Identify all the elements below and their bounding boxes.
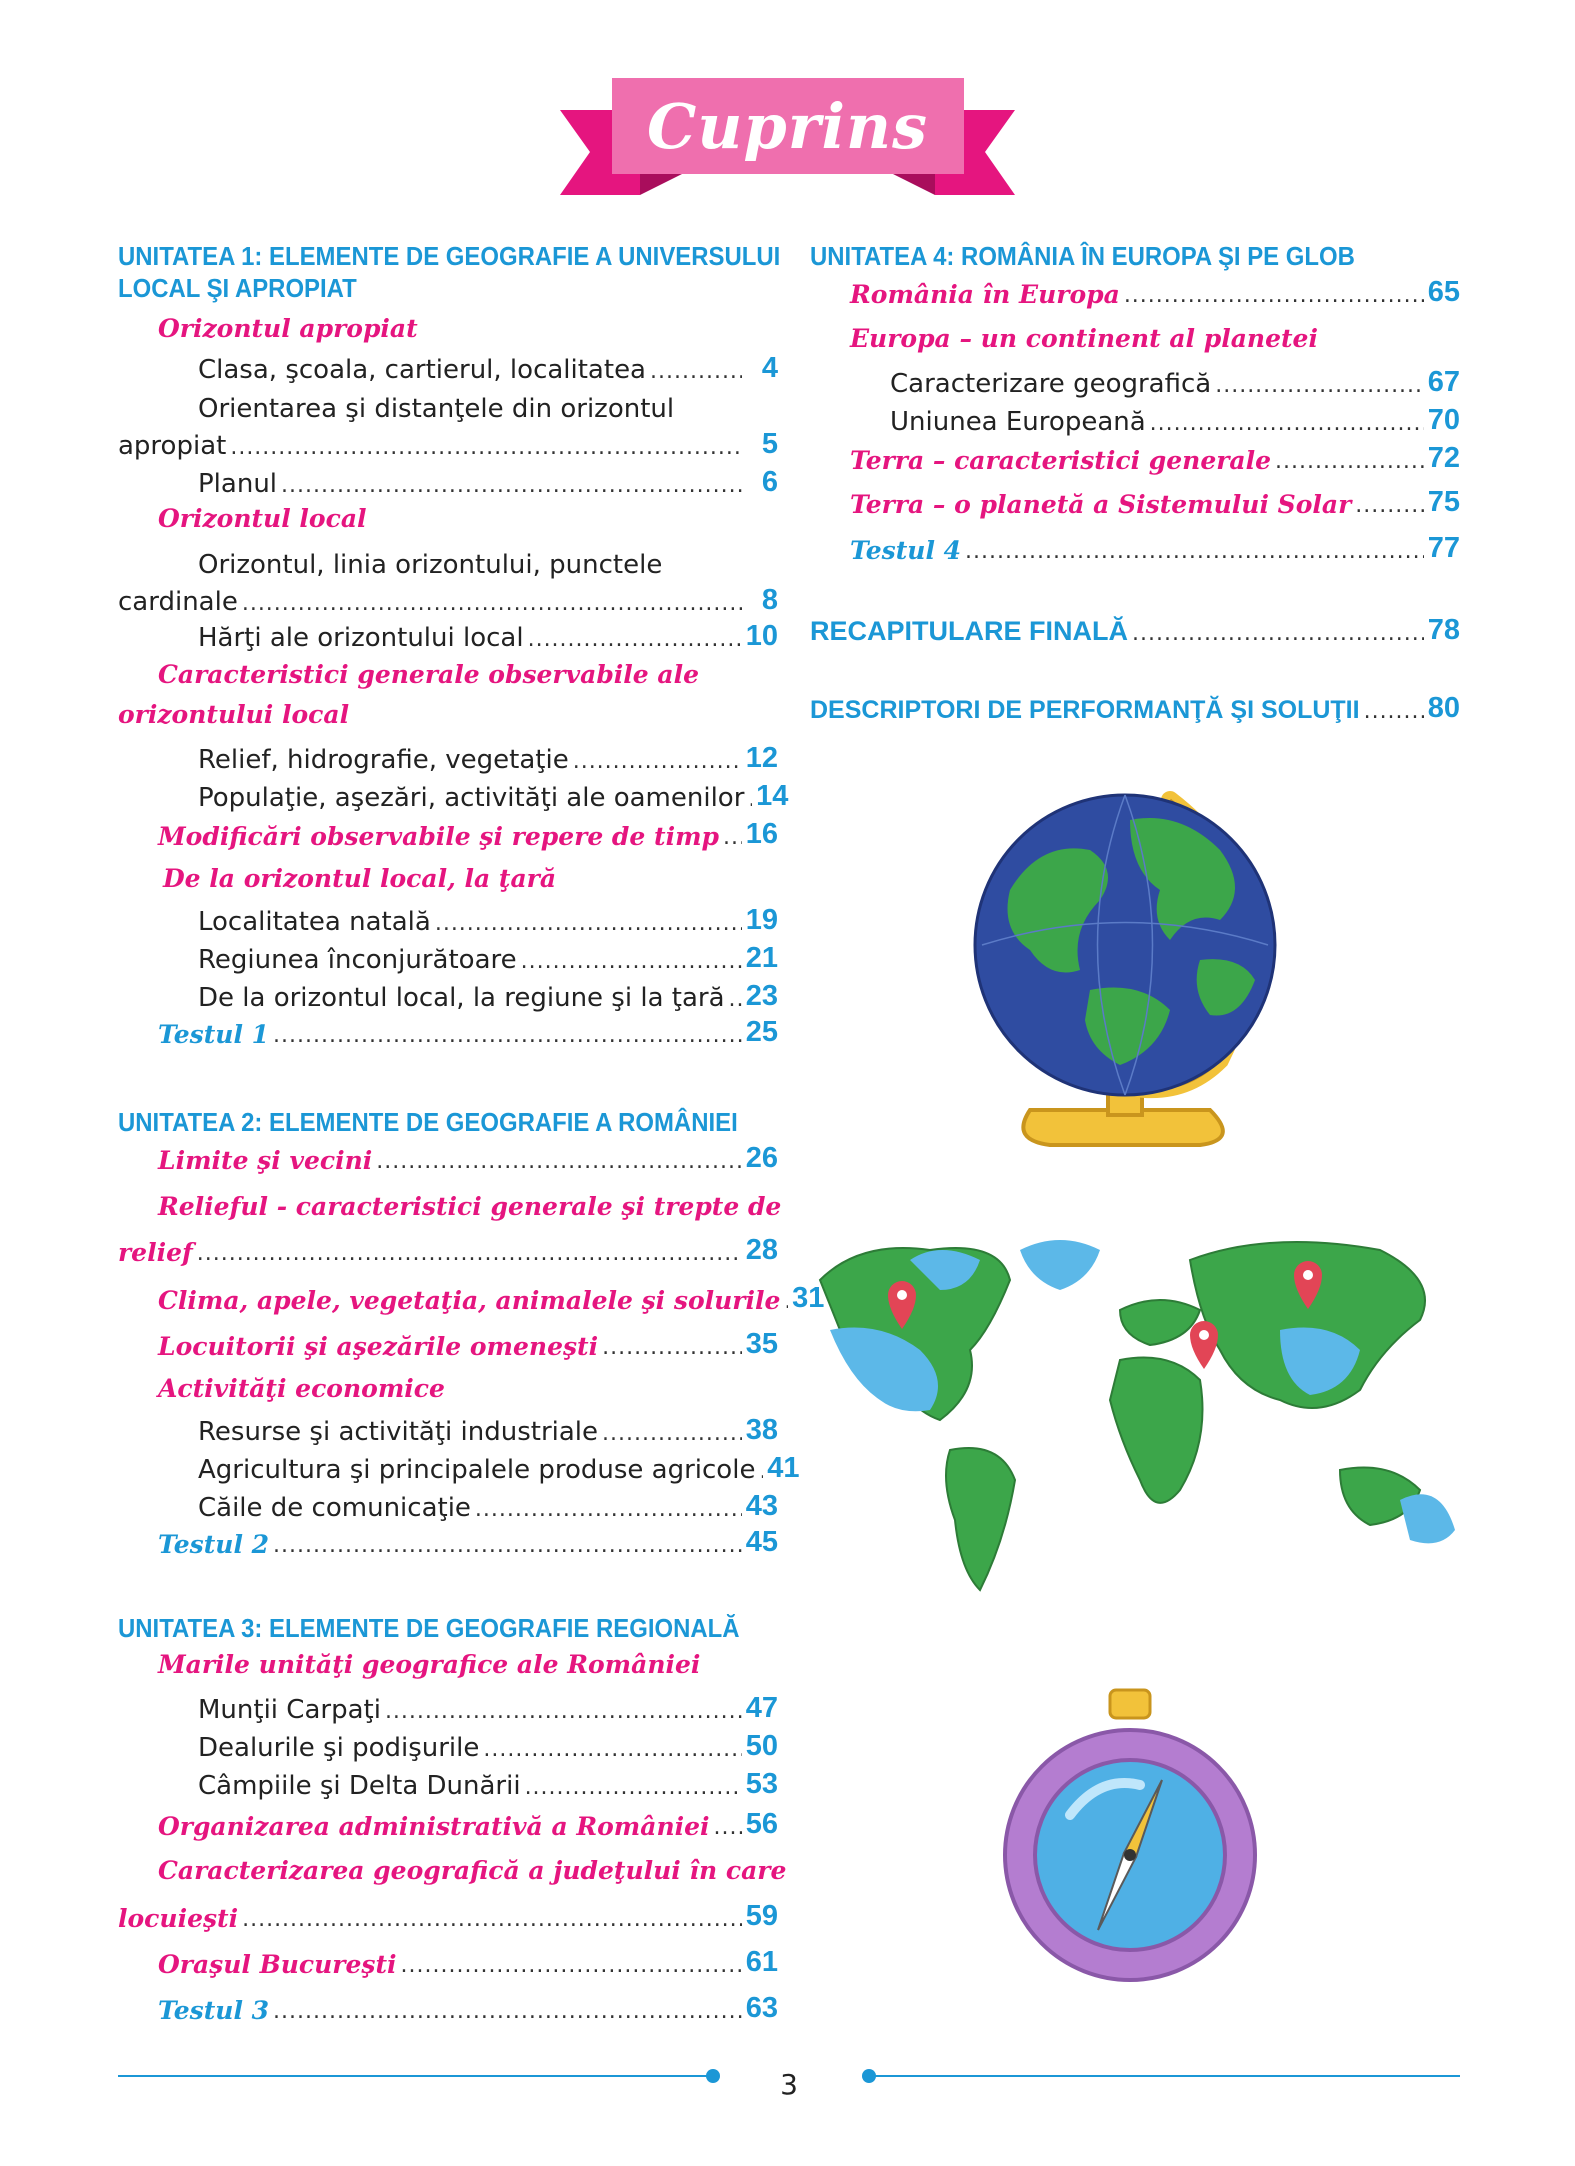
toc-entry-label: Populaţie, aşezări, activităţi ale oamenilor: [198, 783, 745, 813]
toc-entry[interactable]: [118, 1234, 778, 1267]
toc-entry[interactable]: [198, 980, 778, 1013]
toc-page-number: 25: [745, 1016, 778, 1048]
section-caracteristici: Caracteristici generale observabile ale: [158, 660, 700, 689]
dot-leader: [961, 539, 1424, 565]
toc-page-number: 19: [745, 904, 778, 936]
toc-page-number: 77: [1427, 532, 1460, 564]
dot-leader: [397, 1953, 742, 1979]
toc-page-number: 63: [745, 1992, 778, 2024]
title-banner: [0, 0, 1575, 230]
dot-leader: [755, 1459, 763, 1485]
dot-leader: [238, 591, 742, 617]
toc-entry[interactable]: [158, 1282, 825, 1315]
footer-line-right: [870, 2075, 1460, 2077]
toc-entry[interactable]: [158, 1328, 778, 1361]
dot-leader: [1120, 283, 1424, 309]
toc-entry[interactable]: [198, 1414, 778, 1447]
section-de-la-orizontul-local: De la orizontul local, la ţară: [163, 864, 557, 893]
toc-page-number: 78: [1427, 614, 1460, 646]
toc-entry-label: Oraşul Bucureşti: [158, 1950, 397, 1979]
toc-page-number: 65: [1427, 276, 1460, 308]
toc-entry-label: relief: [118, 1238, 193, 1267]
toc-page-number: 47: [745, 1692, 778, 1724]
dot-leader: [381, 1699, 742, 1725]
footer-dot-left: [706, 2069, 720, 2083]
toc-page-number: 61: [745, 1946, 778, 1978]
toc-page-number: 31: [792, 1282, 825, 1314]
toc-entry[interactable]: [198, 620, 778, 653]
dot-leader: [238, 1907, 742, 1933]
dot-leader: [269, 1023, 742, 1049]
toc-page-number: 28: [745, 1234, 778, 1266]
globe-icon: [970, 780, 1310, 1160]
section-marile-unitati: Marile unităţi geografice ale României: [158, 1650, 701, 1679]
toc-entry[interactable]: [198, 1768, 778, 1801]
section-orizontul-apropiat: Orizontul apropiat: [158, 314, 418, 343]
toc-entry[interactable]: [198, 1692, 778, 1725]
toc-entry[interactable]: [198, 780, 789, 813]
toc-entry[interactable]: [810, 614, 1460, 647]
toc-entry-label: Clasa, şcoala, cartierul, localitatea: [198, 355, 646, 385]
toc-entry-label: Hărţi ale orizontului local: [198, 623, 524, 653]
dot-leader: [269, 1533, 742, 1559]
toc-entry[interactable]: [198, 466, 778, 499]
dot-leader: [471, 1497, 742, 1523]
dot-leader: [1271, 449, 1424, 475]
toc-page-number: 23: [745, 980, 778, 1012]
toc-entry-line1: Caracterizarea geografică a judeţului în care: [158, 1856, 787, 1885]
toc-entry[interactable]: [198, 1490, 778, 1523]
dot-leader: [277, 473, 742, 499]
toc-entry[interactable]: [158, 1808, 778, 1841]
dot-leader: [524, 627, 742, 653]
dot-leader: [1211, 373, 1424, 399]
dot-leader: [372, 1149, 742, 1175]
toc-entry-line1: Orizontul, linia orizontului, punctele: [198, 550, 663, 580]
toc-entry-label: Testul 4: [850, 536, 962, 565]
toc-page-number: 5: [761, 428, 778, 460]
toc-entry-label: apropiat: [118, 431, 227, 461]
page-number: 3: [780, 2068, 798, 2101]
toc-entry[interactable]: [850, 486, 1460, 519]
toc-entry[interactable]: [118, 584, 778, 617]
unit1-heading-line1: UNITATEA 1: ELEMENTE DE GEOGRAFIE A UNIVERSULUI: [118, 241, 781, 271]
toc-page-number: 67: [1427, 366, 1460, 398]
toc-entry[interactable]: [850, 442, 1460, 475]
dot-leader: [269, 1999, 742, 2025]
unit1-heading-line2: LOCAL ŞI APROPIAT: [118, 273, 357, 303]
toc-entry[interactable]: [158, 1526, 778, 1559]
dot-leader: [479, 1737, 742, 1763]
section-activitati: Activităţi economice: [158, 1374, 445, 1403]
toc-entry[interactable]: [118, 1900, 778, 1933]
toc-entry[interactable]: [850, 276, 1460, 309]
dot-leader: [226, 435, 742, 461]
toc-page-number: 35: [745, 1328, 778, 1360]
dot-leader: [1128, 621, 1424, 647]
unit3-heading: UNITATEA 3: ELEMENTE DE GEOGRAFIE REGIONALĂ: [118, 1613, 740, 1643]
dot-leader: [719, 825, 742, 851]
dot-leader: [517, 949, 742, 975]
toc-page-number: 50: [745, 1730, 778, 1762]
toc-entry[interactable]: [158, 818, 778, 851]
toc-entry-label: DESCRIPTORI DE PERFORMANŢĂ ŞI SOLUŢII: [810, 696, 1360, 724]
toc-entry-label: Agricultura şi principalele produse agricole: [198, 1455, 756, 1485]
toc-entry-label: cardinale: [118, 587, 238, 617]
dot-leader: [646, 359, 742, 385]
dot-leader: [725, 987, 742, 1013]
dot-leader: [598, 1421, 742, 1447]
toc-page-number: 38: [745, 1414, 778, 1446]
dot-leader: [744, 787, 752, 813]
toc-page-number: 10: [745, 620, 778, 652]
dot-leader: [193, 1241, 742, 1267]
toc-page-number: 8: [761, 584, 778, 616]
toc-entry[interactable]: [198, 1730, 778, 1763]
toc-page-number: 12: [745, 742, 778, 774]
dot-leader: [598, 1335, 742, 1361]
toc-entry-label: Localitatea natală: [198, 907, 431, 937]
toc-entry-label: Locuitorii şi aşezările omeneşti: [158, 1332, 599, 1361]
toc-entry-label: Munţii Carpaţi: [198, 1695, 381, 1725]
section-caracteristici-line2: orizontului local: [118, 700, 350, 729]
section-europa: Europa – un continent al planetei: [850, 324, 1318, 353]
toc-entry-label: RECAPITULARE FINALĂ: [810, 616, 1128, 646]
toc-entry-label: Terra – o planetă a Sistemului Solar: [850, 490, 1352, 519]
toc-page-number: 59: [745, 1900, 778, 1932]
dot-leader: [1351, 493, 1424, 519]
dot-leader: [1146, 411, 1424, 437]
dot-leader: [780, 1289, 788, 1315]
page-title: Cuprins: [647, 89, 928, 163]
unit4-heading: UNITATEA 4: ROMÂNIA ÎN EUROPA ŞI PE GLOB: [810, 241, 1355, 271]
toc-entry-label: Testul 1: [158, 1020, 270, 1049]
toc-entry-label: De la orizontul local, la regiune şi la ţară: [198, 983, 725, 1013]
toc-entry-label: Relief, hidrografie, vegetaţie: [198, 745, 569, 775]
toc-page-number: 14: [756, 780, 789, 812]
footer-line-left: [118, 2075, 713, 2077]
toc-entry[interactable]: [118, 428, 778, 461]
dot-leader: [710, 1815, 742, 1841]
dot-leader: [521, 1775, 742, 1801]
toc-page-number: 72: [1427, 442, 1460, 474]
toc-entry-label: Modificări observabile şi repere de timp: [158, 822, 719, 851]
dot-leader: [569, 749, 742, 775]
toc-entry[interactable]: [158, 1016, 778, 1049]
toc-page-number: 45: [745, 1526, 778, 1558]
toc-entry-label: Caracterizare geografică: [890, 369, 1212, 399]
dot-leader: [1360, 699, 1424, 725]
toc-entry-label: Testul 3: [158, 1996, 270, 2025]
toc-entry[interactable]: [198, 942, 778, 975]
toc-entry-label: Căile de comunicaţie: [198, 1493, 471, 1523]
toc-entry-label: Planul: [198, 469, 278, 499]
toc-entry-line1: Orientarea şi distanţele din orizontul: [198, 394, 675, 424]
toc-entry-label: Clima, apele, vegetaţia, animalele şi solurile: [158, 1286, 781, 1315]
compass-icon: [990, 1685, 1270, 1985]
toc-entry[interactable]: [198, 904, 778, 937]
dot-leader: [431, 911, 742, 937]
toc-page-number: 21: [745, 942, 778, 974]
toc-entry-label: locuieşti: [118, 1904, 239, 1933]
unit2-heading: UNITATEA 2: ELEMENTE DE GEOGRAFIE A ROMÂNIEI: [118, 1107, 738, 1137]
toc-entry-label: Terra – caracteristici generale: [850, 446, 1272, 475]
toc-entry[interactable]: [198, 742, 778, 775]
toc-entry[interactable]: [198, 1452, 800, 1485]
toc-page-number: 41: [767, 1452, 800, 1484]
toc-entry-label: Regiunea înconjurătoare: [198, 945, 517, 975]
unit1-heading: [118, 240, 780, 304]
section-orizontul-local: Orizontul local: [158, 504, 367, 533]
toc-page-number: 26: [745, 1142, 778, 1174]
toc-entry-label: Organizarea administrativă a României: [158, 1812, 710, 1841]
toc-entry-label: Testul 2: [158, 1530, 270, 1559]
toc-page-number: 80: [1427, 692, 1460, 724]
toc-page-number: 43: [745, 1490, 778, 1522]
toc-page-number: 6: [761, 466, 778, 498]
toc-entry[interactable]: [198, 352, 778, 385]
toc-entry-line1: Relieful - caracteristici generale şi trepte de: [158, 1192, 782, 1221]
toc-page-number: 75: [1427, 486, 1460, 518]
toc-entry[interactable]: [158, 1992, 778, 2025]
toc-entry[interactable]: [890, 366, 1460, 399]
toc-entry[interactable]: [158, 1142, 778, 1175]
toc-page-number: 4: [761, 352, 778, 384]
toc-entry-label: România în Europa: [850, 280, 1120, 309]
toc-page-number: 56: [745, 1808, 778, 1840]
toc-entry-label: Uniunea Europeană: [890, 407, 1146, 437]
toc-entry-label: Câmpiile şi Delta Dunării: [198, 1771, 521, 1801]
toc-page-number: 70: [1427, 404, 1460, 436]
toc-entry-label: Dealurile şi podişurile: [198, 1733, 480, 1763]
toc-entry[interactable]: [810, 692, 1460, 725]
toc-entry-label: Limite şi vecini: [158, 1146, 373, 1175]
toc-page-number: 16: [745, 818, 778, 850]
toc-entry[interactable]: [158, 1946, 778, 1979]
toc-entry[interactable]: [890, 404, 1460, 437]
toc-entry[interactable]: [850, 532, 1460, 565]
toc-page-number: 53: [745, 1768, 778, 1800]
world-map-icon: [800, 1220, 1460, 1610]
toc-entry-label: Resurse şi activităţi industriale: [198, 1417, 599, 1447]
